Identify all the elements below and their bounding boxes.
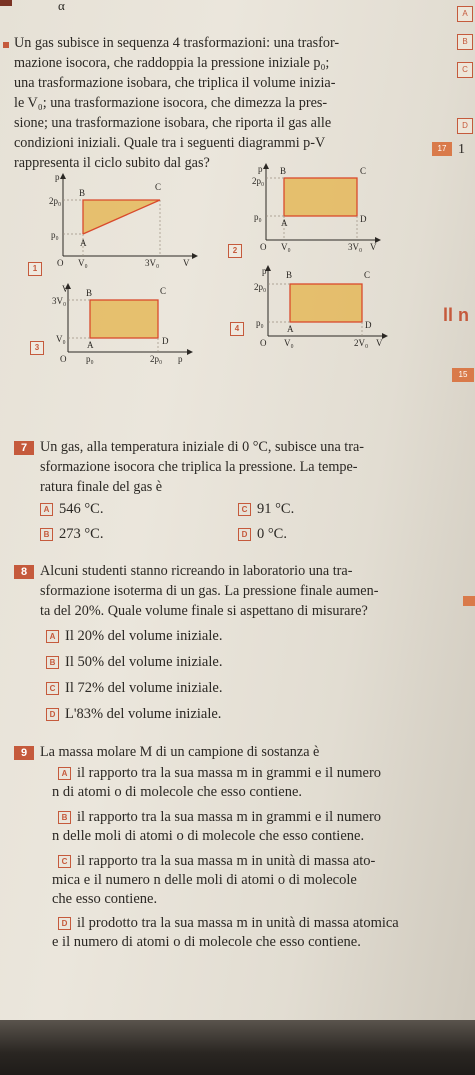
diagram-3 — [50, 282, 200, 372]
q7-number: 7 — [14, 441, 34, 455]
q6-line-3: una trasformazione isobara, che triplica il volume inizia- — [14, 75, 336, 91]
q7-option-c-text: 91 °C. — [257, 501, 295, 517]
diagram-2-number: 2 — [228, 244, 242, 258]
diagram-4-A: A — [287, 324, 294, 334]
diagram-4-number: 4 — [230, 322, 244, 336]
diagram-4 — [250, 264, 390, 354]
diagram-2-origin: O — [260, 242, 267, 252]
q8-option-a-letter: A — [46, 630, 59, 643]
diagram-4-origin: O — [260, 338, 267, 348]
diagram-1 — [45, 168, 200, 268]
diagram-4-V0: V₀ — [284, 338, 294, 348]
q8-option-c[interactable] — [46, 679, 222, 698]
margin-badge-top: 17 — [432, 142, 452, 156]
diagram-4-p0: p₀ — [256, 318, 264, 328]
diagram-1-C: C — [155, 182, 162, 192]
diagram-2-C: C — [360, 166, 367, 176]
q8-option-b-letter: B — [46, 656, 59, 669]
q7-option-d-letter: D — [238, 528, 251, 541]
diagram-4-p-label: p — [262, 266, 267, 276]
diagram-3-C: C — [160, 286, 167, 296]
q8-line-3: ta del 20%. Quale volume finale si aspettano di misurare? — [40, 603, 368, 619]
q9-number: 9 — [14, 746, 34, 760]
diagram-3-p0: p₀ — [86, 354, 94, 364]
diagram-2-B: B — [280, 166, 287, 176]
diagram-4-2p0: 2p₀ — [254, 282, 267, 292]
diagram-4-D: D — [365, 320, 372, 330]
q9-option-d[interactable] — [52, 914, 438, 952]
margin-letter-c: C — [457, 62, 473, 78]
margin-letter-b: B — [457, 34, 473, 50]
diagram-4-B: B — [286, 270, 293, 280]
diagram-1-p0: p₀ — [51, 230, 59, 240]
q9-option-a-letter: A — [58, 767, 71, 780]
q8-option-b-text: Il 50% del volume iniziale. — [65, 654, 223, 670]
margin-badge-mid: 15 — [452, 368, 474, 382]
q7-option-d-text: 0 °C. — [257, 526, 287, 542]
q8-option-c-text: Il 72% del volume iniziale. — [65, 680, 223, 696]
q9-option-b-line-2: n delle moli di atomi o di molecole che esso contiene. — [52, 828, 365, 844]
q9-option-a-line-2: n di atomi o di molecole che esso contiene. — [52, 784, 303, 800]
q7-option-b-letter: B — [40, 528, 53, 541]
q7-line-2: sformazione isocora che triplica la pressione. La tempe- — [40, 459, 358, 475]
diagram-3-V0: V₀ — [56, 334, 66, 344]
q9-option-d-letter: D — [58, 917, 71, 930]
diagram-2-2p0: 2p₀ — [252, 176, 265, 186]
q8-option-d-text: L'83% del volume iniziale. — [65, 706, 222, 722]
q8-option-a-text: Il 20% del volume iniziale. — [65, 628, 223, 644]
diagram-3-3V0: 3V₀ — [52, 296, 67, 306]
margin-letter-d: D — [457, 118, 473, 134]
q9-option-b-letter: B — [58, 811, 71, 824]
header-corner-mark — [0, 0, 12, 6]
q7-option-c[interactable] — [238, 500, 294, 519]
q6-line-6: condizioni iniziali. Quale tra i seguenti diagrammi p-V — [14, 135, 326, 151]
diagram-2-V-label: V — [370, 242, 377, 252]
diagram-2-3V0: 3V₀ — [348, 242, 363, 252]
q6-line-2: mazione isocora, che raddoppia la pressione iniziale p₀; — [14, 55, 330, 71]
q9-option-a-line-1: il rapporto tra la sua massa m in grammi e il numero — [77, 765, 382, 781]
q8-option-a[interactable] — [46, 627, 222, 646]
q8-option-b[interactable] — [46, 653, 222, 672]
q8-line-1: Alcuni studenti stanno ricreando in laboratorio una tra- — [40, 563, 353, 579]
diagram-3-D: D — [162, 336, 169, 346]
diagram-3-V-axis-label: V — [62, 284, 69, 294]
q9-option-d-line-2: e il numero di atomi o di molecole che esso contiene. — [52, 934, 361, 950]
q7-option-a-text: 546 °C. — [59, 501, 104, 517]
q9-option-a[interactable] — [52, 764, 418, 802]
diagram-1-V0: V₀ — [78, 258, 88, 268]
q7-option-d[interactable] — [238, 525, 287, 544]
diagram-4-cycle-area — [290, 284, 362, 322]
header-alpha: α — [58, 0, 65, 13]
diagram-2-cycle-area — [284, 178, 357, 216]
q8-option-d-letter: D — [46, 708, 59, 721]
diagram-1-number: 1 — [28, 262, 42, 276]
q7-option-a-letter: A — [40, 503, 53, 516]
q6-line-5: sione; una trasformazione isobara, che riporta il gas alle — [14, 115, 332, 131]
margin-marker — [463, 596, 475, 606]
diagram-1-V-label: V — [183, 258, 190, 268]
q7-option-b-text: 273 °C. — [59, 526, 104, 542]
diagram-4-2V0: 2V₀ — [354, 338, 369, 348]
q9-option-c-line-3: che esso contiene. — [52, 891, 158, 907]
diagram-3-number: 3 — [30, 341, 44, 355]
diagram-1-B: B — [79, 188, 86, 198]
q6-bullet — [3, 42, 9, 48]
diagram-3-A: A — [87, 340, 94, 350]
margin-fragment: ll n — [443, 305, 469, 325]
q9-line-1: La massa molare M di un campione di sostanza è — [40, 744, 320, 760]
q6-line-4: le V₀; una trasformazione isocora, che dimezza la pres- — [14, 95, 328, 111]
q9-option-b[interactable] — [52, 808, 428, 846]
q9-option-b-line-1: il rapporto tra la sua massa m in grammi e il numero — [77, 809, 382, 825]
diagram-2-V0: V₀ — [281, 242, 291, 252]
diagram-1-A: A — [80, 238, 87, 248]
q6-line-7: rappresenta il ciclo subito dal gas? — [14, 155, 210, 171]
diagram-3-cycle-area — [90, 300, 158, 338]
margin-letter-a: A — [457, 6, 473, 22]
q8-option-d[interactable] — [46, 705, 221, 724]
diagram-1-2p0: 2p₀ — [49, 196, 62, 206]
q7-option-b[interactable] — [40, 525, 103, 544]
q6-line-1: Un gas subisce in sequenza 4 trasformazioni: una trasfor- — [14, 35, 340, 51]
desk-shadow — [0, 1020, 475, 1075]
q7-option-c-letter: C — [238, 503, 251, 516]
q9-option-c-line-1: il rapporto tra la sua massa m in unità di massa ato- — [77, 853, 376, 869]
diagram-2-D: D — [360, 214, 367, 224]
q8-option-c-letter: C — [46, 682, 59, 695]
q9-option-c-line-2: mica e il numero n delle moli di atomi o di molecole — [52, 872, 357, 888]
q7-option-a[interactable] — [40, 500, 103, 519]
diagram-1-origin: O — [57, 258, 64, 268]
q7-line-1: Un gas, alla temperatura iniziale di 0 °C, subisce una tra- — [40, 439, 364, 455]
diagram-3-origin: O — [60, 354, 67, 364]
diagram-4-C: C — [364, 270, 371, 280]
diagram-2-p-label: p — [258, 164, 263, 174]
diagram-1-p-label: p — [55, 172, 60, 182]
diagram-4-V-label: V — [376, 338, 383, 348]
q8-number: 8 — [14, 565, 34, 579]
diagram-3-p-axis-label: p — [178, 354, 183, 364]
diagram-3-2p0: 2p₀ — [150, 354, 163, 364]
diagram-3-B: B — [86, 288, 93, 298]
diagram-2-p0: p₀ — [254, 212, 262, 222]
diagram-2-A: A — [281, 218, 288, 228]
q9-option-c-letter: C — [58, 855, 71, 868]
diagram-2 — [248, 160, 383, 255]
q8-line-2: sformazione isoterma di un gas. La pressione finale aumen- — [40, 583, 379, 599]
q7-line-3: ratura finale del gas è — [40, 479, 163, 495]
diagram-1-3V0: 3V₀ — [145, 258, 160, 268]
q9-option-c[interactable] — [52, 852, 428, 909]
q9-option-d-line-1: il prodotto tra la sua massa m in unità di massa atomica — [77, 915, 399, 931]
margin-fragment-one: 1 — [458, 142, 465, 157]
